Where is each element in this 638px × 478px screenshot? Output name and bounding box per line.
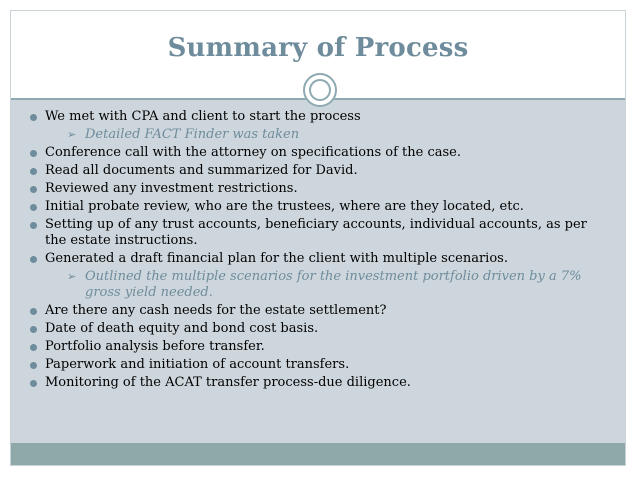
bullet-item xyxy=(11,145,625,161)
bullet-dot-icon xyxy=(30,256,37,263)
bullet-text: Initial probate review, who are the trustees, where are they located, etc. xyxy=(45,199,524,214)
bullet-text: Monitoring of the ACAT transfer process-due diligence. xyxy=(45,375,411,390)
sub-bullet-text: Outlined the multiple scenarios for the investment portfolio driven by a 7% gross yield needed. xyxy=(85,269,582,300)
arrow-bullet-icon: ➢ xyxy=(67,128,77,141)
slide xyxy=(10,10,626,466)
bullet-text: We met with CPA and client to start the process xyxy=(45,109,361,124)
bullet-dot-icon xyxy=(30,344,37,351)
bullet-item xyxy=(11,163,625,179)
bullet-text: Reviewed any investment restrictions. xyxy=(45,181,298,196)
bullet-item xyxy=(11,339,625,355)
bullet-dot-icon xyxy=(30,114,37,121)
bullet-item xyxy=(11,303,625,319)
bullet-text: Generated a draft financial plan for the client with multiple scenarios. xyxy=(45,251,508,266)
bullet-dot-icon xyxy=(30,150,37,157)
sub-bullet-item xyxy=(11,127,625,143)
bullet-dot-icon xyxy=(30,308,37,315)
bullet-item xyxy=(11,217,625,249)
bullet-dot-icon xyxy=(30,168,37,175)
bullet-dot-icon xyxy=(30,362,37,369)
bullet-item xyxy=(11,109,625,125)
bullet-item xyxy=(11,251,625,267)
bullet-item xyxy=(11,199,625,215)
bullet-dot-icon xyxy=(30,222,37,229)
bullet-text: Date of death equity and bond cost basis. xyxy=(45,321,319,336)
bullet-dot-icon xyxy=(30,186,37,193)
bullet-item xyxy=(11,181,625,197)
bullet-dot-icon xyxy=(30,204,37,211)
circle-ornament-icon xyxy=(303,73,337,107)
bullet-text: Paperwork and initiation of account transfers. xyxy=(45,357,350,372)
footer-band xyxy=(11,443,625,465)
slide-title: Summary of Process xyxy=(167,33,469,63)
bullet-text: Conference call with the attorney on specifications of the case. xyxy=(45,145,461,160)
bullet-dot-icon xyxy=(30,380,37,387)
sub-bullet-text: Detailed FACT Finder was taken xyxy=(85,127,300,142)
arrow-bullet-icon: ➢ xyxy=(67,270,77,283)
bullet-item xyxy=(11,357,625,373)
bullet-item xyxy=(11,321,625,337)
bullet-text: Setting up of any trust accounts, beneficiary accounts, individual accounts, as per the estate instructions. xyxy=(45,217,587,248)
bullet-text: Are there any cash needs for the estate settlement? xyxy=(45,303,387,318)
bullet-text: Read all documents and summarized for David. xyxy=(45,163,358,178)
bullet-list xyxy=(11,109,625,393)
sub-bullet-item xyxy=(11,269,625,301)
bullet-text: Portfolio analysis before transfer. xyxy=(45,339,265,354)
bullet-item xyxy=(11,375,625,391)
bullet-dot-icon xyxy=(30,326,37,333)
